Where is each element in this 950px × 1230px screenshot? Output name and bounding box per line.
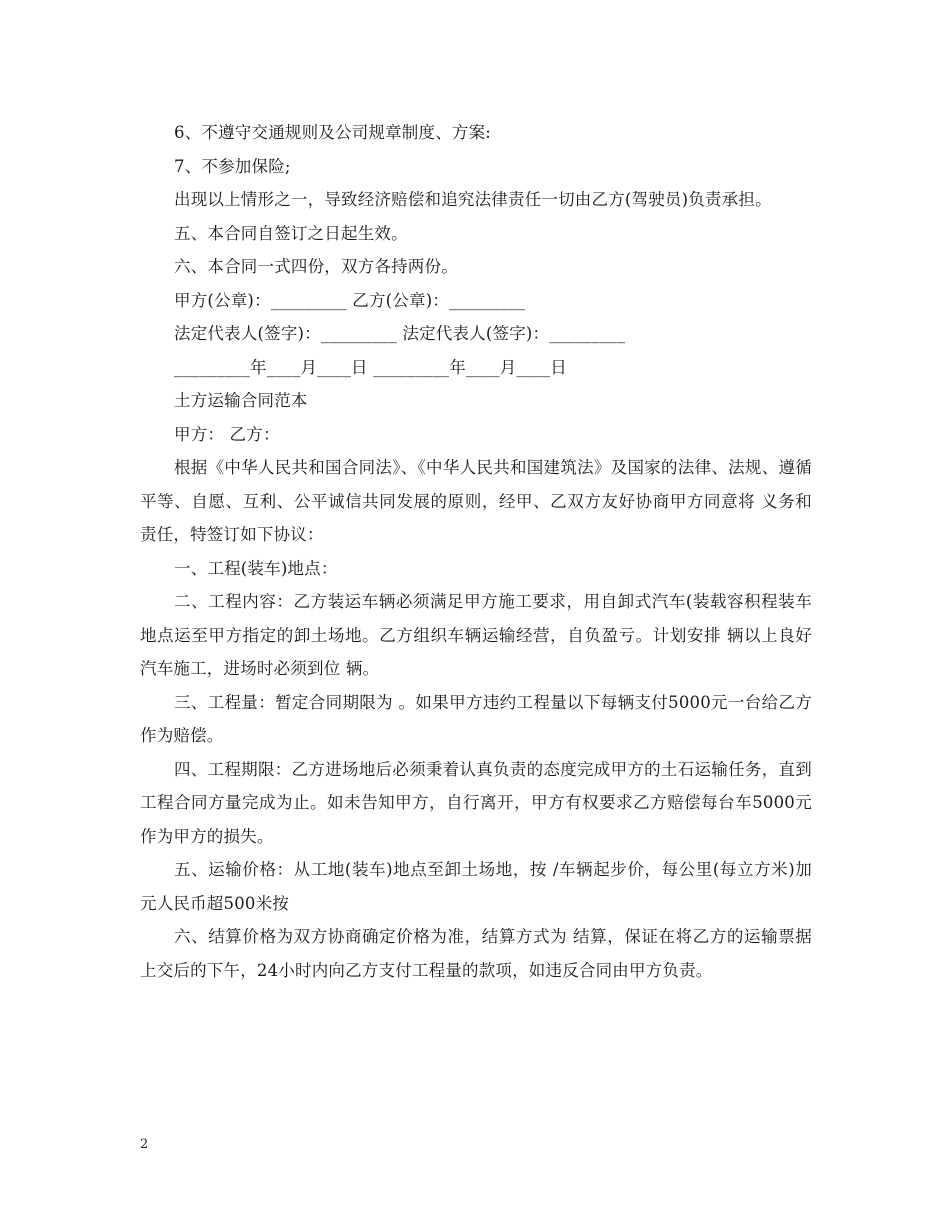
paragraph: 三、工程量：暂定合同期限为 。如果甲方违约工程量以下每辆支付5000元一台给乙方作为赔偿。	[140, 692, 812, 745]
paragraph: 四、工程期限：乙方进场地后必须秉着认真负责的态度完成甲方的土石运输任务，直到工程合同方量完成为止。如未告知甲方，自行离开，甲方有权要求乙方赔偿每台车5000元作为甲方的损失。	[140, 759, 812, 846]
paragraph: 六、本合同一式四份，双方各持两份。	[174, 257, 458, 276]
paragraph: 7、不参加保险;	[174, 156, 291, 176]
page-number: 2	[140, 1137, 149, 1152]
signature-line-representative: 法定代表人(签字)：_________ 法定代表人(签字)：_________	[174, 324, 626, 343]
paragraph: 出现以上情形之一，导致经济赔偿和追究法律责任一切由乙方(驾驶员)负责承担。	[174, 190, 772, 209]
paragraph: 根据《中华人民共和国合同法》、《中华人民共和国建筑法》及国家的法律、法规、遵循平等、自愿、互利、公平诚信共同发展的原则，经甲、乙双方友好协商甲方同意将 义务和责任，特签订如下协议：	[140, 458, 812, 544]
parties-line: 甲方： 乙方：	[174, 424, 280, 444]
paragraph: 五、本合同自签订之日起生效。	[174, 223, 408, 243]
paragraph: 五、运输价格：从工地(装车)地点至卸土场地，按 /车辆起步价，每公里(每立方米)加元人民币超500米按	[140, 860, 812, 913]
signature-line-seal: 甲方(公章)：_________ 乙方(公章)：_________	[174, 290, 526, 310]
paragraph: 6、不遵守交通规则及公司规章制度、方案:	[174, 123, 492, 142]
section-title: 土方运输合同范本	[174, 391, 308, 410]
paragraph: 一、工程(装车)地点：	[174, 558, 338, 578]
paragraph: 二、工程内容：乙方装运车辆必须满足甲方施工要求，用自卸式汽车(装载容积程装车地点运至甲方指定的卸土场地。乙方组织车辆运输经营，自负盈亏。计划安排 辆以上良好汽车施工，进场时必须到位 辆。	[140, 592, 812, 678]
paragraph: 六、结算价格为双方协商确定价格为准，结算方式为 结算，保证在将乙方的运输票据上交后的下午，24小时内向乙方支付工程量的款项，如违反合同由甲方负责。	[140, 927, 812, 980]
document-body	[140, 116, 812, 987]
signature-line-date: _________年____月____日 _________年____月____日	[174, 357, 567, 377]
